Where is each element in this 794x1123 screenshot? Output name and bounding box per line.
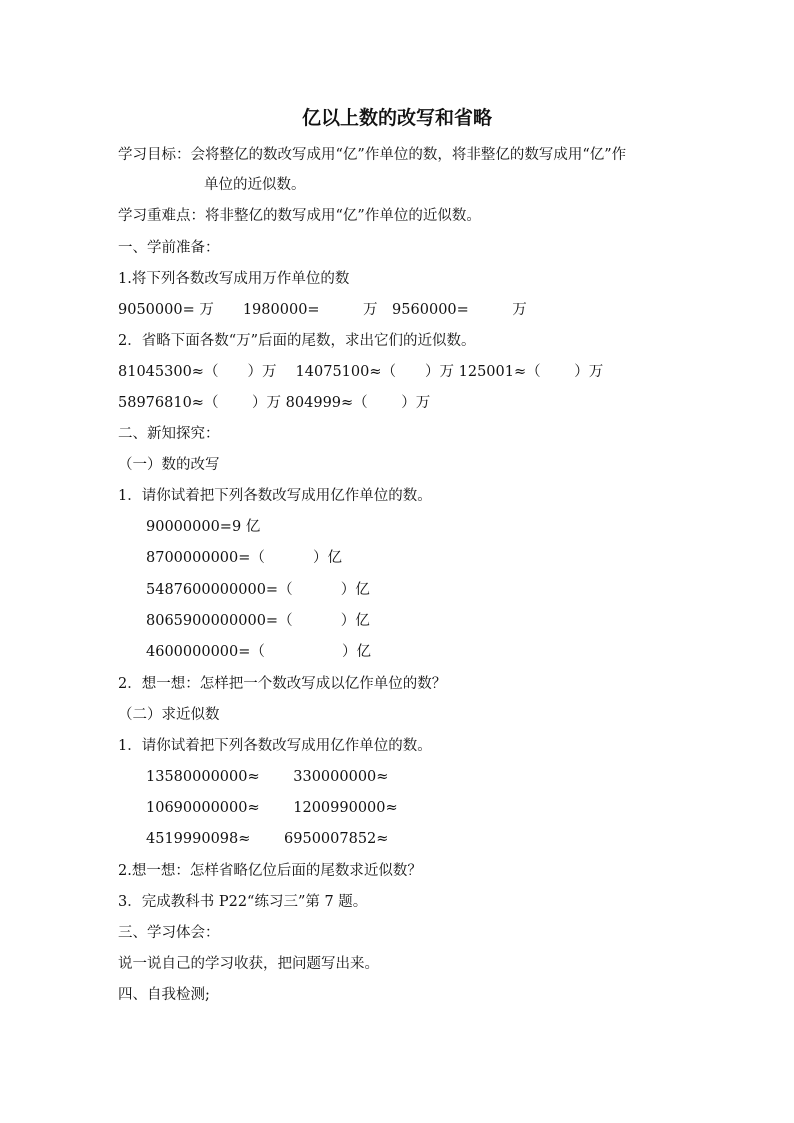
section2-part2-q3: 3．完成教科书 P22“练习三”第 7 题。 bbox=[118, 894, 368, 910]
section2-part1-q2: 2．想一想：怎样把一个数改写成以亿作单位的数？ bbox=[118, 676, 447, 692]
section1-q2-row2: 58976810≈（ ）万 804999≈（ ）万 bbox=[118, 395, 431, 411]
approximation-row: 13580000000≈ 330000000≈ bbox=[146, 769, 389, 785]
page-title: 亿以上数的改写和省略 bbox=[301, 107, 492, 129]
section2-part2-heading: （二）求近似数 bbox=[118, 707, 220, 723]
section3-heading: 三、学习体会： bbox=[118, 925, 220, 941]
conversion-item: 5487600000000=（ ）亿 bbox=[146, 582, 370, 598]
conversion-item: 8700000000=（ ）亿 bbox=[146, 550, 343, 566]
objective-line bbox=[118, 145, 626, 165]
conversion-item: 8065900000000=（ ）亿 bbox=[146, 613, 370, 629]
section4-heading: 四、自我检测; bbox=[118, 987, 210, 1003]
conversion-item: 90000000=9 亿 bbox=[146, 519, 261, 535]
conversion-item: 4600000000=（ ）亿 bbox=[146, 644, 372, 660]
objective-text-continued: 单位的近似数。 bbox=[204, 177, 306, 193]
section1-q2-row1: 81045300≈（ ）万 14075100≈（ ）万 125001≈（ ）万 bbox=[118, 364, 604, 380]
section2-part1-heading: （一）数的改写 bbox=[118, 457, 220, 473]
section3-text: 说一说自己的学习收获，把问题写出来。 bbox=[118, 956, 379, 972]
objective-text: 会将整亿的数改写成用“亿”作单位的数，将非整亿的数写成用“亿”作 bbox=[190, 147, 627, 163]
approximation-row: 10690000000≈ 1200990000≈ bbox=[146, 800, 398, 816]
objective-label: 学习目标： bbox=[118, 147, 191, 163]
section1-q2: 2．省略下面各数“万”后面的尾数，求出它们的近似数。 bbox=[118, 333, 476, 349]
key-points: 学习重难点：将非整亿的数写成用“亿”作单位的近似数。 bbox=[118, 208, 481, 224]
section1-q1: 1.将下列各数改写成用万作单位的数 bbox=[118, 271, 350, 287]
section2-heading: 二、新知探究： bbox=[118, 426, 220, 442]
section2-part2-q2: 2.想一想：怎样省略亿位后面的尾数求近似数？ bbox=[118, 863, 422, 879]
section1-q1-row: 9050000= 万 1980000= 万 9560000= 万 bbox=[118, 302, 527, 318]
section1-heading: 一、学前准备： bbox=[118, 240, 220, 256]
approximation-row: 4519990098≈ 6950007852≈ bbox=[146, 831, 389, 847]
section2-part2-q1: 1．请你试着把下列各数改写成用亿作单位的数。 bbox=[118, 738, 432, 754]
section2-part1-q1: 1．请你试着把下列各数改写成用亿作单位的数。 bbox=[118, 488, 432, 504]
